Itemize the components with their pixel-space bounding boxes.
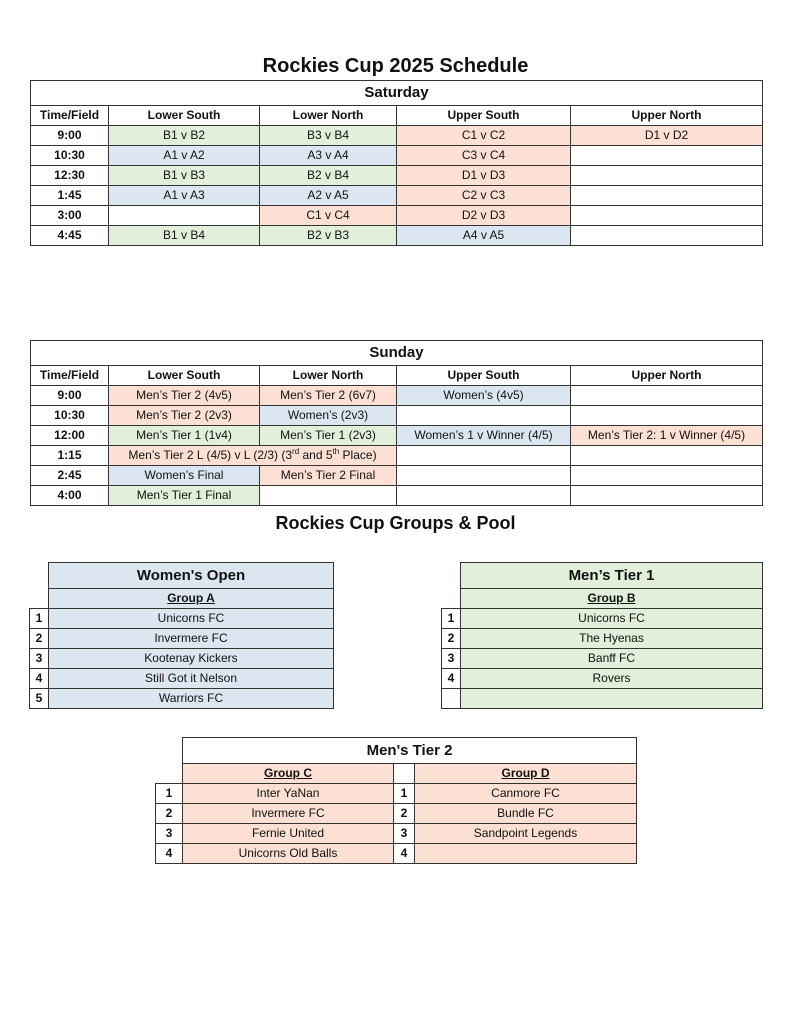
match-cell xyxy=(397,446,571,466)
team-name: Invermere FC xyxy=(183,804,394,824)
time-cell: 12:00 xyxy=(31,426,109,446)
match-cell xyxy=(571,446,763,466)
match-cell xyxy=(571,166,763,186)
match-cell xyxy=(571,466,763,486)
time-cell: 4:00 xyxy=(31,486,109,506)
match-cell xyxy=(571,406,763,426)
womens-open-title: Women's Open xyxy=(49,563,334,589)
table-row xyxy=(31,206,763,226)
group-a-label: Group A xyxy=(49,589,334,609)
team-name: Banff FC xyxy=(461,649,763,669)
merged-match-text: and 5 xyxy=(299,448,333,462)
table-row xyxy=(31,426,763,446)
match-cell xyxy=(397,406,571,426)
table-row xyxy=(31,486,763,506)
list-item xyxy=(156,784,637,804)
col-header-lower-north: Lower North xyxy=(260,366,397,386)
match-cell xyxy=(571,206,763,226)
team-number xyxy=(442,689,461,709)
match-cell: Women’s Final xyxy=(109,466,260,486)
list-item xyxy=(442,649,763,669)
team-number: 2 xyxy=(442,629,461,649)
team-name xyxy=(415,844,637,864)
list-item xyxy=(442,629,763,649)
match-cell: B1 v B3 xyxy=(109,166,260,186)
match-cell xyxy=(397,466,571,486)
col-header-time-field: Time/Field xyxy=(31,106,109,126)
ordinal-suffix: rd xyxy=(292,447,300,456)
col-header-upper-north: Upper North xyxy=(571,366,763,386)
time-cell: 2:45 xyxy=(31,466,109,486)
sunday-heading: Sunday xyxy=(31,341,763,366)
team-number: 1 xyxy=(394,784,415,804)
match-cell: A1 v A2 xyxy=(109,146,260,166)
time-cell: 9:00 xyxy=(31,126,109,146)
ordinal-suffix: th xyxy=(332,447,340,456)
team-name: Invermere FC xyxy=(49,629,334,649)
list-item xyxy=(442,689,763,709)
match-cell: B1 v B2 xyxy=(109,126,260,146)
team-number: 3 xyxy=(156,824,183,844)
team-number: 2 xyxy=(156,804,183,824)
page-title: Rockies Cup 2025 Schedule xyxy=(262,55,529,77)
table-row xyxy=(31,186,763,206)
table-row xyxy=(31,406,763,426)
team-number: 3 xyxy=(30,649,49,669)
table-row xyxy=(31,166,763,186)
team-number: 2 xyxy=(394,804,415,824)
group-c-label: Group C xyxy=(183,764,394,784)
team-number: 5 xyxy=(30,689,49,709)
match-cell: Men’s Tier 1 (1v4) xyxy=(109,426,260,446)
team-name: Inter YaNan xyxy=(183,784,394,804)
match-cell: C2 v C3 xyxy=(397,186,571,206)
time-cell: 9:00 xyxy=(31,386,109,406)
time-cell: 4:45 xyxy=(31,226,109,246)
sunday-schedule-table xyxy=(30,340,763,506)
table-row xyxy=(31,466,763,486)
time-cell: 1:45 xyxy=(31,186,109,206)
group-b-label: Group B xyxy=(461,589,763,609)
match-cell: D1 v D3 xyxy=(397,166,571,186)
col-header-lower-north: Lower North xyxy=(260,106,397,126)
match-cell: A3 v A4 xyxy=(260,146,397,166)
team-name: Warriors FC xyxy=(49,689,334,709)
team-name: Rovers xyxy=(461,669,763,689)
team-name: Unicorns FC xyxy=(461,609,763,629)
match-cell: Men’s Tier 2 (6v7) xyxy=(260,386,397,406)
match-cell: Men’s Tier 2: 1 v Winner (4/5) xyxy=(571,426,763,446)
time-cell: 10:30 xyxy=(31,146,109,166)
mens-tier1-title: Men’s Tier 1 xyxy=(461,563,763,589)
table-row xyxy=(31,126,763,146)
list-item xyxy=(156,824,637,844)
table-row xyxy=(31,446,763,466)
match-cell: B3 v B4 xyxy=(260,126,397,146)
team-name: Bundle FC xyxy=(415,804,637,824)
match-cell: B1 v B4 xyxy=(109,226,260,246)
match-cell xyxy=(571,226,763,246)
match-cell xyxy=(397,486,571,506)
team-number: 1 xyxy=(30,609,49,629)
match-cell: Men’s Tier 2 (4v5) xyxy=(109,386,260,406)
match-cell: B2 v B3 xyxy=(260,226,397,246)
merged-match-cell xyxy=(109,446,397,466)
team-number: 4 xyxy=(30,669,49,689)
time-cell: 10:30 xyxy=(31,406,109,426)
team-name: The Hyenas xyxy=(461,629,763,649)
match-cell: Women’s 1 v Winner (4/5) xyxy=(397,426,571,446)
table-row xyxy=(31,386,763,406)
team-number: 3 xyxy=(442,649,461,669)
team-name xyxy=(461,689,763,709)
team-name: Canmore FC xyxy=(415,784,637,804)
match-cell xyxy=(571,386,763,406)
match-cell xyxy=(260,486,397,506)
match-cell: A2 v A5 xyxy=(260,186,397,206)
team-name: Kootenay Kickers xyxy=(49,649,334,669)
team-name: Sandpoint Legends xyxy=(415,824,637,844)
match-cell: D1 v D2 xyxy=(571,126,763,146)
team-name: Unicorns FC xyxy=(49,609,334,629)
match-cell: C3 v C4 xyxy=(397,146,571,166)
list-item xyxy=(30,649,334,669)
match-cell: Men’s Tier 1 Final xyxy=(109,486,260,506)
col-header-upper-north: Upper North xyxy=(571,106,763,126)
team-number: 4 xyxy=(442,669,461,689)
match-cell: D2 v D3 xyxy=(397,206,571,226)
match-cell: Men’s Tier 1 (2v3) xyxy=(260,426,397,446)
womens-open-table xyxy=(29,562,334,709)
mens-tier2-title: Men's Tier 2 xyxy=(183,738,637,764)
match-cell xyxy=(571,146,763,166)
list-item xyxy=(30,689,334,709)
team-number: 2 xyxy=(30,629,49,649)
merged-match-text: Place) xyxy=(339,448,377,462)
saturday-heading: Saturday xyxy=(31,81,763,106)
list-item xyxy=(30,609,334,629)
match-cell: Women’s (4v5) xyxy=(397,386,571,406)
col-header-upper-south: Upper South xyxy=(397,366,571,386)
group-d-label: Group D xyxy=(415,764,637,784)
table-row xyxy=(31,226,763,246)
col-header-lower-south: Lower South xyxy=(109,106,260,126)
team-number: 4 xyxy=(394,844,415,864)
match-cell: A4 v A5 xyxy=(397,226,571,246)
time-cell: 3:00 xyxy=(31,206,109,226)
mens-tier1-table xyxy=(441,562,763,709)
team-number: 3 xyxy=(394,824,415,844)
table-row xyxy=(31,146,763,166)
saturday-schedule-table xyxy=(30,80,763,246)
groups-title: Rockies Cup Groups & Pool xyxy=(275,513,516,533)
match-cell: C1 v C2 xyxy=(397,126,571,146)
match-cell xyxy=(571,186,763,206)
match-cell: A1 v A3 xyxy=(109,186,260,206)
time-cell: 1:15 xyxy=(31,446,109,466)
team-number: 1 xyxy=(442,609,461,629)
col-header-time-field: Time/Field xyxy=(31,366,109,386)
mens-tier2-table xyxy=(155,737,637,864)
list-item xyxy=(30,669,334,689)
team-number: 4 xyxy=(156,844,183,864)
team-number: 1 xyxy=(156,784,183,804)
match-cell: Men’s Tier 2 Final xyxy=(260,466,397,486)
match-cell xyxy=(571,486,763,506)
list-item xyxy=(442,669,763,689)
merged-match-text: Men’s Tier 2 L (4/5) v L (2/3) (3 xyxy=(128,448,293,462)
match-cell: C1 v C4 xyxy=(260,206,397,226)
team-name: Unicorns Old Balls xyxy=(183,844,394,864)
list-item xyxy=(30,629,334,649)
match-cell: Women’s (2v3) xyxy=(260,406,397,426)
match-cell: B2 v B4 xyxy=(260,166,397,186)
list-item xyxy=(442,609,763,629)
list-item xyxy=(156,804,637,824)
match-cell xyxy=(109,206,260,226)
col-header-lower-south: Lower South xyxy=(109,366,260,386)
list-item xyxy=(156,844,637,864)
col-header-upper-south: Upper South xyxy=(397,106,571,126)
match-cell: Men’s Tier 2 (2v3) xyxy=(109,406,260,426)
team-name: Still Got it Nelson xyxy=(49,669,334,689)
team-name: Fernie United xyxy=(183,824,394,844)
time-cell: 12:30 xyxy=(31,166,109,186)
